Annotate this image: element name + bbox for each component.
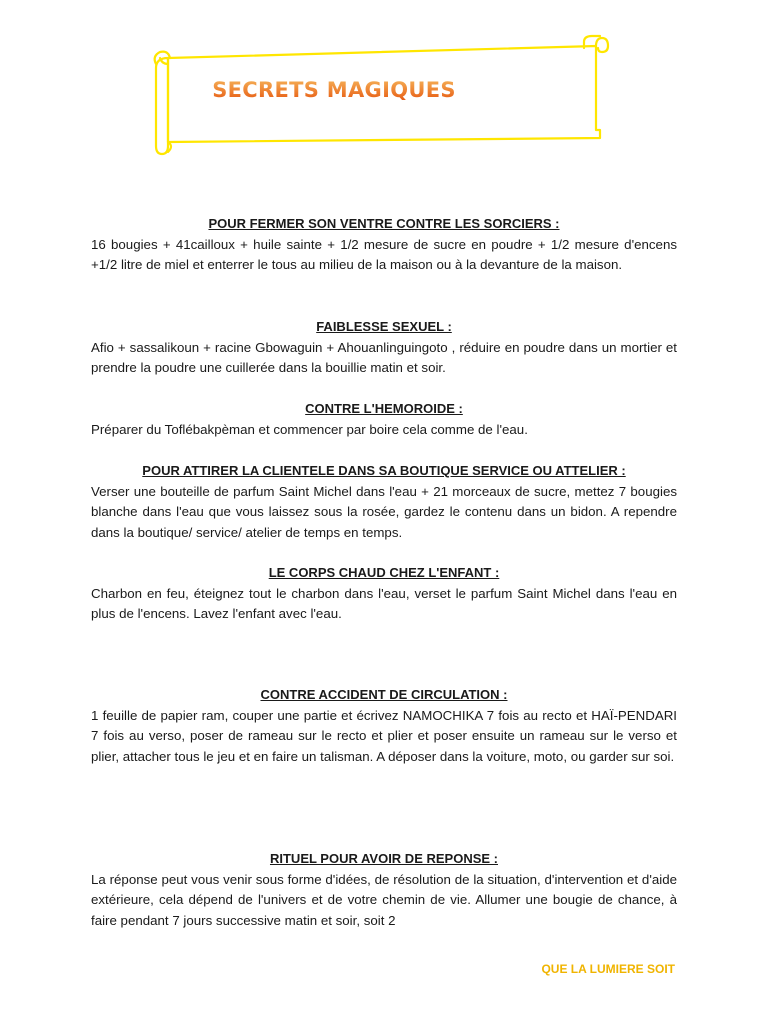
footer-text: QUE LA LUMIERE SOIT [541, 962, 675, 976]
section-body: Afio + sassalikoun + racine Gbowaguin + Ahouanlinguingoto , réduire en poudre dans un mortier et prendre la poudre une cuillerée dans la bouillie matin et soir. [91, 339, 677, 375]
scroll-banner [148, 34, 610, 158]
section-hemoroide [91, 399, 677, 440]
section-rituel [91, 849, 677, 931]
section-title: POUR FERMER SON VENTRE CONTRE LES SORCIERS : [208, 216, 560, 231]
section-body: Préparer du Toflébakpèman et commencer par boire cela comme de l'eau. [91, 421, 528, 437]
section-title: CONTRE ACCIDENT DE CIRCULATION : [260, 687, 508, 702]
section-clientele [91, 461, 677, 543]
section-body: La réponse peut vous venir sous forme d'idées, de résolution de la situation, d'intervention et d'aide extérieure, cela dépend de l'univers et de votre chemin de vie. Allumer une bougie de chance, à faire pendant 7 jours successive matin et soir, soit 2 [91, 871, 677, 928]
section-title: RITUEL POUR AVOIR DE REPONSE : [269, 851, 498, 866]
section-body: 16 bougies + 41cailloux + huile sainte + 1/2 mesure de sucre en poudre + 1/2 mesure d'encens +1/2 litre de miel et enterrer le tous au milieu de la maison ou à la devanture de la maison. [91, 236, 677, 272]
banner-title: SECRETS MAGIQUES [208, 78, 460, 102]
section-title: CONTRE L'HEMOROIDE : [305, 401, 463, 416]
section-corps-chaud [91, 563, 677, 625]
section-body: Charbon en feu, éteignez tout le charbon dans l'eau, verset le parfum Saint Michel dans l'eau en plus de l'encens. Lavez l'enfant avec l'eau. [91, 585, 677, 621]
section-accident [91, 685, 677, 767]
section-title: POUR ATTIRER LA CLIENTELE DANS SA BOUTIQUE SERVICE OU ATTELIER : [142, 463, 626, 478]
section-body: Verser une bouteille de parfum Saint Michel dans l'eau + 21 morceaux de sucre, mettez 7 bougies blanche dans l'eau que vous laissez sous la rosée, gardez le contenu dans un bidon. A rependre dans la boutique/ service/ atelier de temps en temps. [91, 483, 677, 540]
section-title: LE CORPS CHAUD CHEZ L'ENFANT : [268, 565, 500, 580]
section-faiblesse [91, 317, 677, 379]
section-body: 1 feuille de papier ram, couper une partie et écrivez NAMOCHIKA 7 fois au recto et HAÏ-PENDARI 7 fois au verso, poser de rameau sur le recto et plier et poser ensuite un rameau sur le verso et plier, attacher tous le jeu et en faire un talisman. A déposer dans la voiture, moto, ou garder sur soi. [91, 707, 677, 764]
section-title: FAIBLESSE SEXUEL : [316, 319, 452, 334]
section-fermer-ventre [91, 214, 677, 276]
